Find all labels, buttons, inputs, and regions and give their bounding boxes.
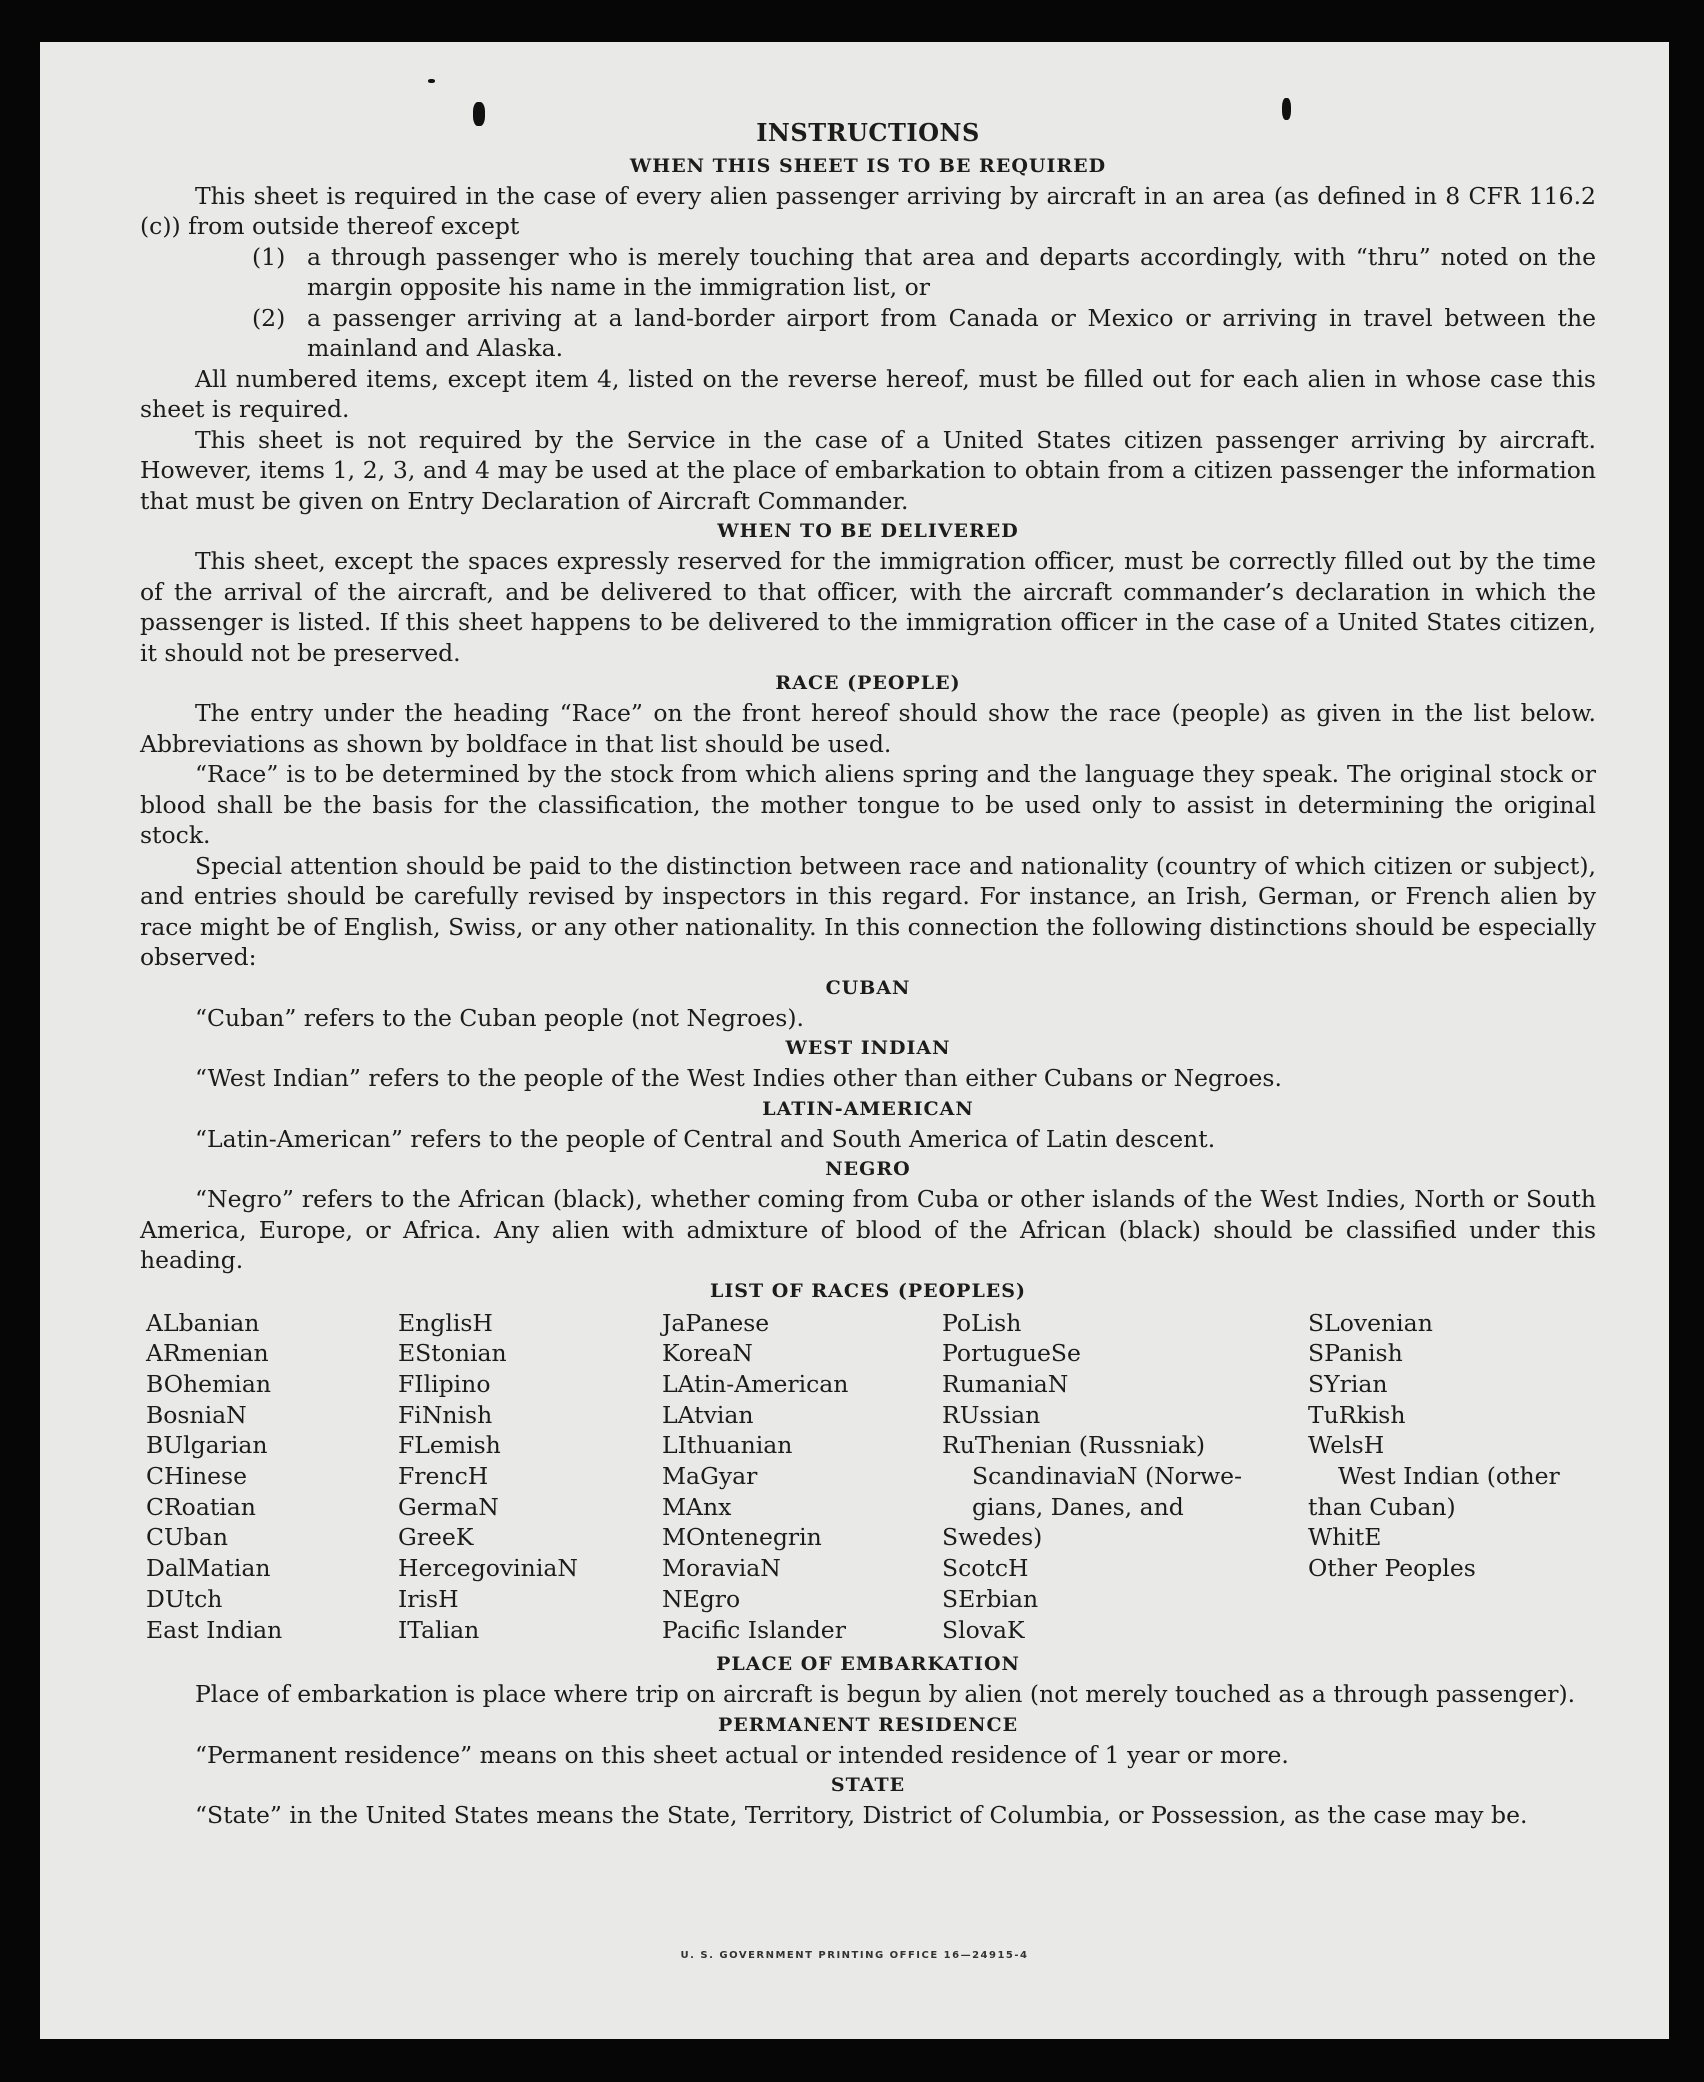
race-entry: ITalian — [398, 1615, 480, 1644]
paragraph: The entry under the heading “Race” on the front hereof should show the race (people) as given in the list below. Abbreviations as shown by boldface in that list should be used. — [140, 699, 1596, 758]
race-entry: LIthuanian — [662, 1431, 793, 1460]
paragraph: “State” in the United States means the State, Territory, District of Columbia, or Possession, as the case may be. — [195, 1801, 1528, 1830]
race-entry: CUban — [146, 1523, 228, 1552]
race-entry: BOhemian — [146, 1369, 271, 1398]
race-entry: FiNnish — [398, 1400, 493, 1429]
race-entry: East Indian — [146, 1615, 283, 1644]
item-text: a passenger arriving at a land-border airport from Canada or Mexico or arriving in travel between the mainland and Alaska. — [307, 303, 1596, 362]
race-entry: LAtvian — [662, 1400, 754, 1429]
race-entry: BUlgarian — [146, 1431, 268, 1460]
section-heading-required: WHEN THIS SHEET IS TO BE REQUIRED — [629, 154, 1107, 177]
race-entry: FIlipino — [398, 1369, 491, 1398]
ink-mark — [1282, 98, 1291, 120]
race-column — [1308, 1308, 1568, 1646]
race-entry: ARmenian — [146, 1339, 269, 1368]
race-entry: Pacific Islander — [662, 1615, 846, 1644]
race-entry: RUssian — [942, 1400, 1041, 1429]
printer-imprint: U. S. GOVERNMENT PRINTING OFFICE 16—24915-4 — [680, 1950, 1029, 1961]
list-item — [252, 242, 1596, 303]
race-entry: SLovenian — [1308, 1308, 1433, 1337]
race-entry: MAnx — [662, 1492, 732, 1521]
race-entry: IrisH — [398, 1584, 459, 1613]
document-page — [40, 42, 1669, 2039]
item-number: (2) — [252, 303, 286, 332]
race-entry: MoraviaN — [662, 1554, 781, 1583]
race-entry: HercegoviniaN — [398, 1554, 578, 1583]
race-entry: LAtin-American — [662, 1369, 849, 1398]
race-entry: CHinese — [146, 1462, 247, 1491]
race-entry: MOntenegrin — [662, 1523, 822, 1552]
paragraph: This sheet, except the spaces expressly reserved for the immigration officer, must be correctly filled out by the time of the arrival of the aircraft, and be delivered to that officer, with the aircraft commander’s declaration in which the passenger is listed. If this sheet happens to be delivered to the immigration officer in the case of a United States citizen, it should not be preserved. — [140, 547, 1596, 667]
race-column — [140, 1308, 398, 1646]
race-entry: NEgro — [662, 1584, 741, 1613]
race-entry: PoLish — [942, 1308, 1022, 1337]
race-entry: KoreaN — [662, 1339, 753, 1368]
section-heading-residence: PERMANENT RESIDENCE — [717, 1713, 1019, 1736]
race-entry: SYrian — [1308, 1369, 1388, 1398]
race-entry: BosniaN — [146, 1400, 247, 1429]
race-entry: West Indian (other — [1338, 1462, 1560, 1491]
race-entry: WhitE — [1308, 1523, 1382, 1552]
race-list — [140, 1308, 1596, 1646]
race-entry: ScandinaviaN (Norwe- — [972, 1462, 1243, 1491]
race-entry: ScotcH — [942, 1554, 1029, 1583]
race-entry: GreeK — [398, 1523, 474, 1552]
section-heading-race: RACE (PEOPLE) — [775, 672, 961, 694]
race-entry: SPanish — [1308, 1339, 1403, 1368]
paragraph: This sheet is required in the case of every alien passenger arriving by aircraft in an area (as defined in 8 CFR 116.2 (c)) from outside thereof except — [140, 181, 1596, 240]
paragraph: All numbered items, except item 4, listed on the reverse hereof, must be filled out for each alien in whose case this sheet is required. — [140, 364, 1596, 423]
race-entry: FLemish — [398, 1431, 501, 1460]
race-entry: gians, Danes, and — [972, 1492, 1184, 1521]
race-entry: RumaniaN — [942, 1369, 1069, 1398]
paragraph: “Negro” refers to the African (black), whether coming from Cuba or other islands of the West Indies, North or South America, Europe, or Africa. Any alien with admixture of blood of the African (black) should be classified under this heading. — [140, 1185, 1596, 1274]
ink-mark — [428, 79, 435, 83]
item-text: a through passenger who is merely touching that area and departs accordingly, with “thru” noted on the margin opposite his name in the immigration list, or — [307, 242, 1596, 301]
paragraph: “Race” is to be determined by the stock from which aliens spring and the language they speak. The original stock or blood shall be the basis for the classification, the mother tongue to be used only to assist in determining the original stock. — [140, 760, 1596, 849]
race-entry: WelsH — [1308, 1431, 1385, 1460]
race-column — [942, 1308, 1308, 1646]
paragraph: “Latin-American” refers to the people of Central and South America of Latin descent. — [195, 1124, 1216, 1153]
race-entry: GermaN — [398, 1492, 499, 1521]
item-number: (1) — [252, 242, 286, 271]
race-entry: RuThenian (Russniak) — [942, 1431, 1205, 1460]
paragraph: This sheet is not required by the Service in the case of a United States citizen passenger arriving by aircraft. However, items 1, 2, 3, and 4 may be used at the place of embarkation to obtain from a citizen passenger the information that must be given on Entry Declaration of Aircraft Commander. — [140, 425, 1596, 515]
race-entry: Swedes) — [942, 1523, 1043, 1552]
paragraph: “Permanent residence” means on this sheet actual or intended residence of 1 year or more. — [195, 1740, 1289, 1769]
race-entry: Other Peoples — [1308, 1554, 1476, 1583]
race-entry: EStonian — [398, 1339, 507, 1368]
section-heading-races: LIST OF RACES (PEOPLES) — [710, 1279, 1026, 1302]
list-item — [252, 303, 1596, 364]
section-heading-state: STATE — [830, 1774, 906, 1797]
section-heading-latin-american: LATIN-AMERICAN — [762, 1097, 974, 1120]
race-column — [662, 1308, 942, 1646]
paragraph: Place of embarkation is place where trip on aircraft is begun by alien (not merely touched as a through passenger). — [195, 1680, 1576, 1709]
race-entry: DalMatian — [146, 1554, 271, 1583]
paragraph: Special attention should be paid to the distinction between race and nationality (country of which citizen or subject), and entries should be carefully revised by inspectors in this regard. For instance, an Irish, German, or French alien by race might be of English, Swiss, or any other nationality. In this connection the following distinctions should be especially observed: — [140, 851, 1596, 971]
race-entry: JaPanese — [662, 1308, 770, 1337]
race-entry: PortugueSe — [942, 1339, 1081, 1368]
race-entry: EnglisH — [398, 1308, 493, 1337]
race-entry: than Cuban) — [1308, 1492, 1456, 1521]
section-heading-cuban: CUBAN — [825, 976, 911, 999]
race-entry: MaGyar — [662, 1462, 758, 1491]
race-entry: ALbanian — [146, 1308, 260, 1337]
section-heading-embarkation: PLACE OF EMBARKATION — [716, 1653, 1020, 1676]
race-entry: FrencH — [398, 1462, 489, 1491]
race-entry: CRoatian — [146, 1492, 256, 1521]
section-heading-delivered: WHEN TO BE DELIVERED — [717, 520, 1019, 542]
page-title: INSTRUCTIONS — [756, 118, 980, 147]
race-entry: DUtch — [146, 1584, 223, 1613]
race-column — [398, 1308, 662, 1646]
paragraph: “Cuban” refers to the Cuban people (not Negroes). — [195, 1003, 805, 1032]
paragraph: “West Indian” refers to the people of the West Indies other than either Cubans or Negroes. — [195, 1064, 1282, 1092]
section-heading-negro: NEGRO — [825, 1158, 911, 1180]
race-entry: SErbian — [942, 1584, 1039, 1613]
race-entry: TuRkish — [1308, 1400, 1406, 1429]
section-heading-west-indian: WEST INDIAN — [785, 1037, 951, 1059]
document-body — [140, 118, 1596, 1831]
race-entry: SlovaK — [942, 1615, 1025, 1644]
